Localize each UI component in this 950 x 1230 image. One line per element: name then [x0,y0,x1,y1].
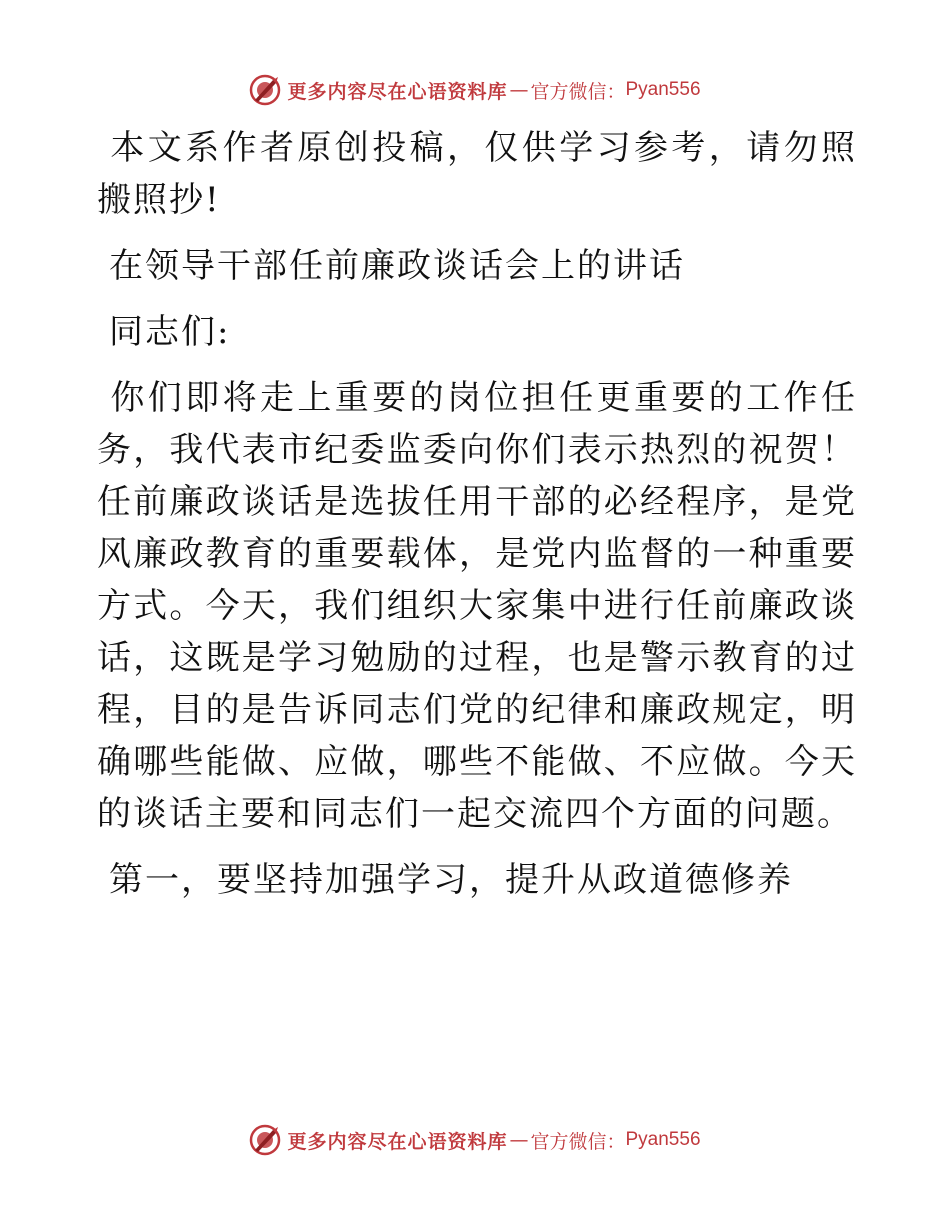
document-body [97,122,857,906]
watermark-separator: — [509,79,529,101]
notice-paragraph [97,122,857,226]
footer-watermark [0,1120,950,1160]
watermark-separator: — [509,1129,529,1151]
watermark-site: 更多内容尽在心语资料库 [287,1130,508,1153]
watermark-wechat-label: 官方微信： [530,1130,626,1153]
body-text: 你们即将走上重要的岗位担任更重要的工作任务，我代表市纪委监委向你们表示热烈的祝贺！任前廉政谈话是选拔任用干部的必经程序，是党风廉政教育的重要载体，是党内监督的一种重要方式。今天，我们组织大家集中进行任前廉政谈话，这既是学习勉励的过程，也是警示教育的过程，目的是告诉同志们党的纪律和廉政规定，明确哪些能做、应做，哪些不能做、不应做。今天的谈话主要和同志们一起交流四个方面的问题。 [97,378,857,834]
watermark-account: Pyan556 [625,79,701,100]
section-heading-text: 第一，要坚持加强学习，提升从政道德修养 [109,860,793,900]
section-heading-1 [97,854,857,906]
body-paragraph [97,372,857,840]
quill-pen-logo-icon [249,74,281,106]
header-watermark [0,70,950,110]
title-text: 在领导干部任前廉政谈话会上的讲话 [109,246,685,286]
document-title [97,240,857,292]
watermark-site: 更多内容尽在心语资料库 [287,80,508,103]
notice-text: 本文系作者原创投稿，仅供学习参考，请勿照搬照抄! [97,128,857,220]
quill-pen-logo-icon [249,1124,281,1156]
watermark-account: Pyan556 [625,1129,701,1150]
greeting-text: 同志们: [109,312,231,352]
greeting [97,306,857,358]
watermark-wechat-label: 官方微信： [530,80,626,103]
